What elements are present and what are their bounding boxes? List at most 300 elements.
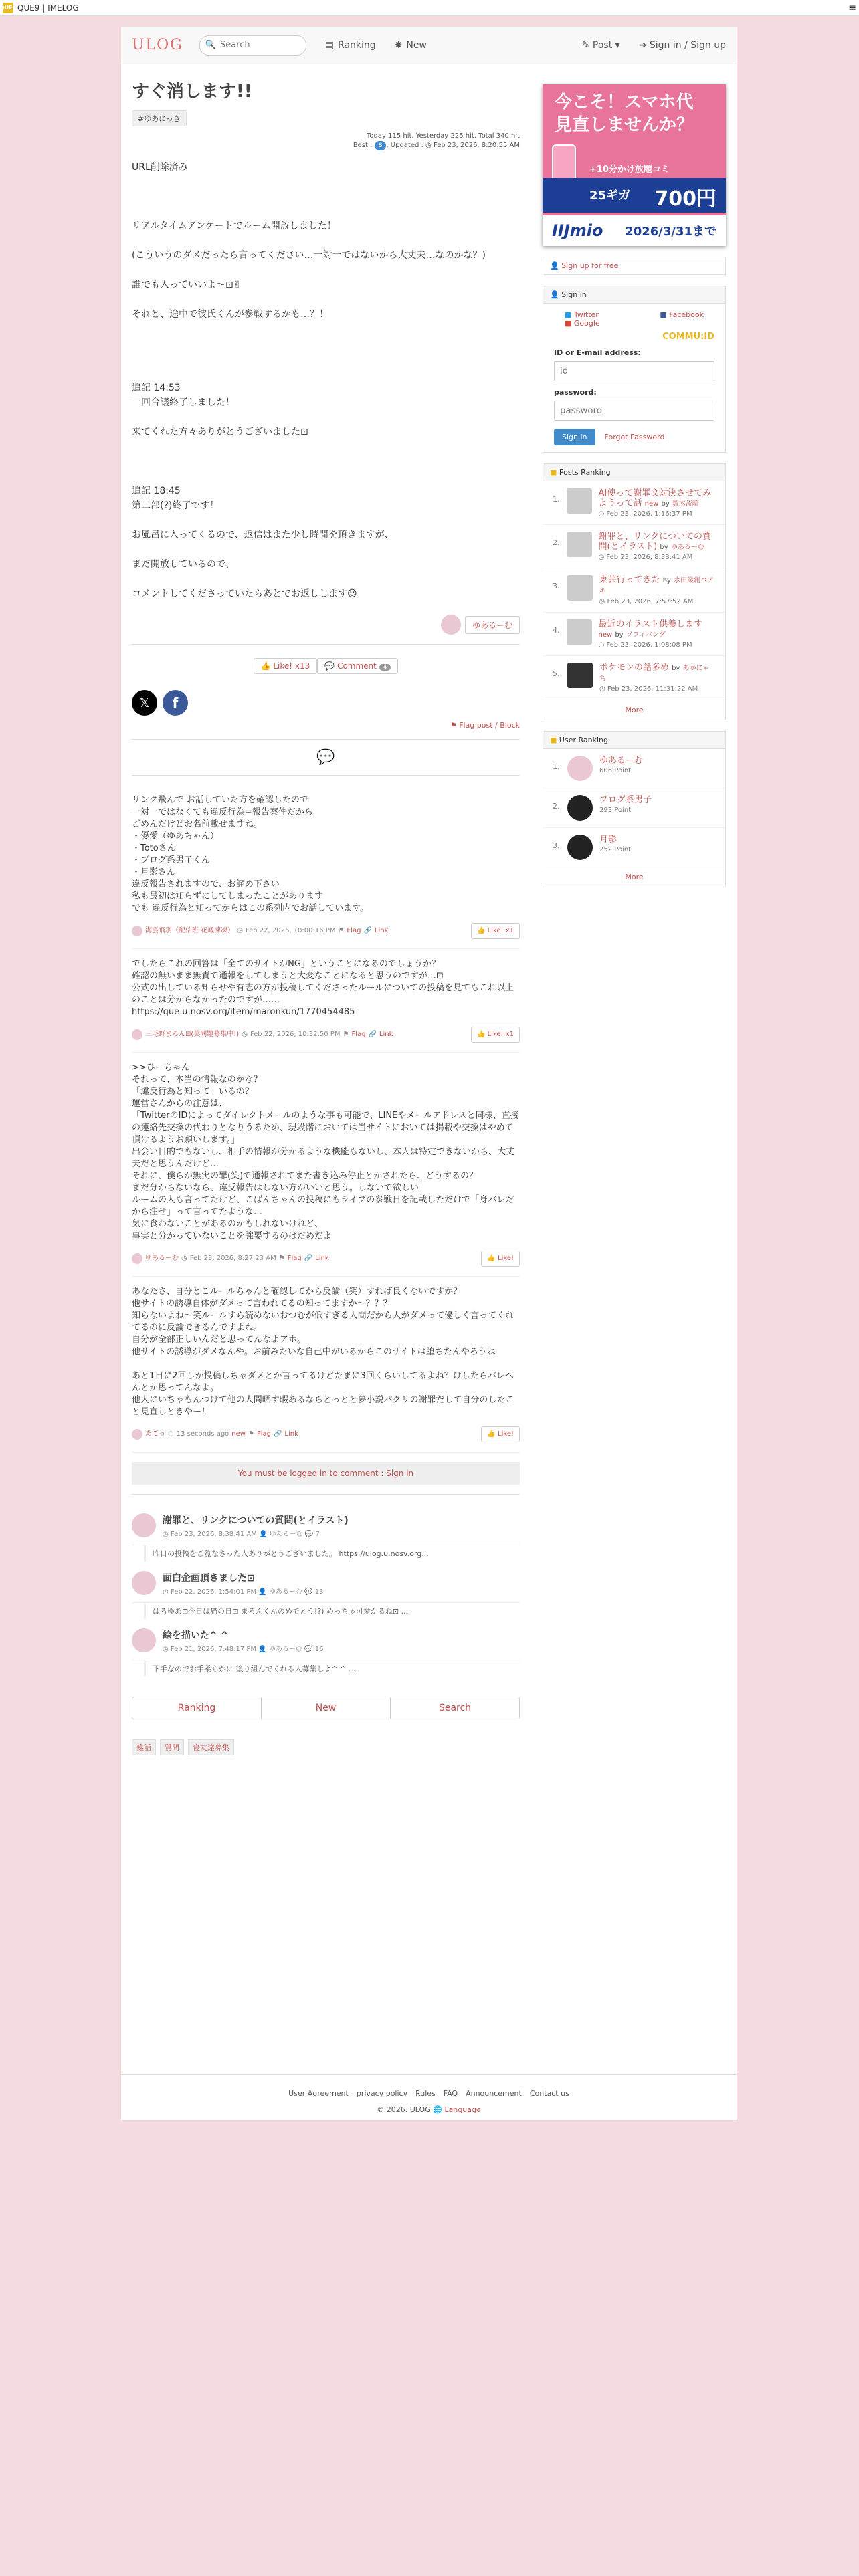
- user-icon: 👤: [256, 1646, 269, 1653]
- related-post-header: [132, 1504, 520, 1545]
- divider: [132, 1494, 520, 1495]
- footer-link[interactable]: Contact us: [529, 2089, 569, 2098]
- facebook-label[interactable]: Facebook: [669, 310, 704, 319]
- rank-date: [599, 554, 717, 561]
- ad-gb: 25ギガ: [589, 189, 631, 203]
- login-prompt[interactable]: You must be logged in to comment : Sign in: [132, 1462, 520, 1485]
- post-dropdown[interactable]: [582, 40, 620, 51]
- thumbs-up-icon: 👍: [476, 927, 488, 934]
- updated-label: , Updated :: [386, 142, 426, 149]
- user-info: [599, 795, 652, 821]
- related-post-title[interactable]: 面白企画頂きました⊡: [163, 1573, 255, 1584]
- post-line: それと、途中で彼氏くんが参戦するかも…？！: [132, 309, 328, 320]
- comment-flag-link[interactable]: Flag: [256, 1430, 271, 1438]
- twitter-label[interactable]: Twitter: [573, 310, 599, 319]
- thumbs-up-icon: 👍: [476, 1031, 488, 1038]
- related-post-header: [132, 1562, 520, 1603]
- language-link[interactable]: Language: [444, 2105, 481, 2114]
- user-ranking-item[interactable]: [543, 788, 725, 828]
- comment-like-label: Like!: [498, 1255, 514, 1262]
- clock-icon: ◷: [598, 554, 607, 561]
- rank-date: [599, 685, 716, 693]
- comment-line: 自分が全部正しいんだと思ってんなよアホ。: [132, 1335, 306, 1345]
- comment-label: Comment: [337, 661, 377, 671]
- rank-date: [599, 641, 717, 649]
- related-post[interactable]: [132, 1504, 520, 1562]
- comment-line: ・Totoさん: [132, 843, 176, 853]
- comment-count-badge: 4: [379, 664, 391, 671]
- user-name[interactable]: 月影: [599, 835, 617, 845]
- related-post-header: [132, 1619, 520, 1660]
- comment-line: ルームの人も言ってたけど、こばんちゃんの投稿にもライブの参戦日を記載しただけで「身バレだから注せ」って言ってたような…: [132, 1195, 514, 1217]
- user-ranking-item[interactable]: [543, 828, 725, 867]
- search-input[interactable]: [220, 40, 300, 50]
- related-post-info: [163, 1513, 349, 1538]
- rank-date-text: Feb 23, 2026, 8:38:41 AM: [606, 554, 693, 561]
- forgot-password-link[interactable]: Forgot Password: [604, 433, 665, 441]
- facebook-login[interactable]: [660, 310, 704, 328]
- rank-number: 5.: [553, 669, 560, 678]
- clock-icon: ◷: [598, 641, 607, 649]
- related-post-date: Feb 23, 2026, 8:38:41 AM: [170, 1531, 257, 1538]
- search-box[interactable]: [199, 35, 306, 56]
- rank-date: [599, 598, 716, 605]
- tag-chip[interactable]: 質問: [160, 1739, 184, 1755]
- new-icon: ✸: [394, 39, 403, 51]
- rank-title[interactable]: [599, 488, 717, 509]
- comment-line: 一対一ではなくても違反行為=報告案件だから: [132, 807, 313, 817]
- post-line: [132, 263, 520, 278]
- post-thumbnail: [567, 619, 592, 645]
- comment-link[interactable]: Link: [374, 927, 389, 934]
- users-more-link[interactable]: More: [625, 873, 644, 881]
- rank-title[interactable]: [599, 575, 716, 597]
- user-name[interactable]: ブログ系男子: [599, 795, 652, 805]
- separator: |: [42, 3, 45, 13]
- tag-chip[interactable]: 雑話: [132, 1739, 156, 1755]
- related-post-author: ゆあるーむ: [269, 1531, 303, 1538]
- hamburger-menu-icon[interactable]: ≡: [848, 2, 856, 13]
- thumbs-up-icon: 👍: [487, 1255, 498, 1262]
- post-title: すぐ消します!!: [132, 82, 252, 102]
- rank-title[interactable]: [599, 532, 717, 552]
- comment-line: >>ひーちゃん: [132, 1063, 190, 1073]
- post-line: 来てくれた方々ありがとうございました⊡: [132, 427, 308, 437]
- posts-ranking-title: Posts Ranking: [559, 468, 611, 477]
- google-icon: ■: [565, 319, 572, 328]
- posts-ranking-item[interactable]: [543, 568, 725, 613]
- tab-search[interactable]: Search: [438, 1703, 472, 1713]
- comment-line: 他サイトの誘導自体がダメって言われてるの知ってますか～？？？: [132, 1299, 392, 1309]
- comment-flag-link[interactable]: Flag: [347, 927, 361, 934]
- app-name[interactable]: QUE9: [17, 3, 40, 13]
- post-line: [132, 542, 520, 557]
- comment-meta: [132, 923, 520, 939]
- avatar[interactable]: [132, 1029, 142, 1040]
- user-points: 606 Point: [599, 767, 632, 774]
- footer-link[interactable]: privacy policy: [356, 2089, 408, 2098]
- link-icon: 🔗: [368, 1031, 377, 1038]
- comment-like-button[interactable]: [471, 1027, 520, 1043]
- link-icon: 🔗: [273, 1430, 282, 1438]
- comment-line: 運営さんからの注意は、: [132, 1099, 228, 1109]
- signin-title: Sign in: [561, 290, 587, 299]
- post-body: [132, 160, 520, 601]
- avatar: [132, 1628, 156, 1652]
- related-post-title[interactable]: 絵を描いた^ ^: [163, 1630, 229, 1641]
- comment-icon: 💬: [324, 661, 335, 671]
- google-label[interactable]: Google: [573, 319, 600, 328]
- ad-price: 700円: [654, 187, 717, 211]
- post-line: [132, 336, 520, 351]
- related-post-count: 13: [314, 1588, 324, 1596]
- posts-ranking-item[interactable]: [543, 613, 725, 656]
- clock-icon: ◷: [599, 685, 607, 693]
- user-points: 293 Point: [599, 807, 632, 814]
- comment-flag-link[interactable]: Flag: [351, 1031, 366, 1038]
- rank-info: [599, 619, 717, 649]
- ad-price-band: [543, 178, 726, 213]
- link-icon: 🔗: [363, 927, 372, 934]
- post-line: [132, 322, 520, 336]
- comment-line: ・ブログ系男子くん: [132, 855, 211, 865]
- trophy-icon: ■: [550, 736, 557, 744]
- comment-link[interactable]: Link: [284, 1430, 298, 1438]
- google-login[interactable]: [565, 319, 600, 328]
- navbar: [121, 27, 737, 64]
- comment-date: 13 seconds ago: [176, 1430, 229, 1438]
- post-line: [132, 292, 520, 307]
- facebook-share-icon[interactable]: f: [163, 690, 188, 716]
- rank-title-text: ポケモンの話多め: [599, 663, 669, 673]
- nav-new[interactable]: [395, 40, 427, 51]
- twitter-login[interactable]: [565, 310, 600, 319]
- copyright: © 2026. ULOG: [377, 2105, 431, 2114]
- commenter-name[interactable]: 三毛野まろん⊡(美問題募集中!): [145, 1031, 240, 1038]
- rank-title[interactable]: [599, 663, 716, 684]
- comment-meta-left: [132, 1253, 329, 1265]
- post-line: [132, 439, 520, 454]
- rank-title[interactable]: [599, 619, 717, 640]
- comment-line: あなたさ、自分とこルールちゃんと確認してから反論（笑）すれば良くないですか？: [132, 1287, 462, 1297]
- footer-link[interactable]: Announcement: [466, 2089, 522, 2098]
- rank-author[interactable]: 数木流暗: [672, 500, 699, 508]
- rank-author[interactable]: 水田業創ベアキ: [599, 577, 714, 595]
- flag-icon: ⚑: [343, 1031, 349, 1038]
- by-label: by: [615, 631, 624, 639]
- user-info: [599, 835, 631, 860]
- nav-ranking-label: Ranking: [338, 39, 376, 51]
- signin-panel: [543, 286, 726, 453]
- commenter-name[interactable]: 海雲飛羽（配信班 花鳳凍凍）: [145, 927, 235, 934]
- related-post-meta: [163, 1528, 349, 1538]
- comment-link[interactable]: Link: [315, 1255, 329, 1262]
- pencil-icon: ✎: [581, 39, 590, 51]
- post-line: 一回合議終了しました！: [132, 397, 235, 408]
- commenter-name[interactable]: あてっ: [145, 1430, 165, 1438]
- posts-ranking-item[interactable]: [543, 525, 725, 568]
- related-post-info: [163, 1571, 323, 1596]
- comments-list: [132, 785, 520, 1453]
- x-share-icon[interactable]: 𝕏: [132, 690, 157, 716]
- rank-info: [599, 532, 717, 561]
- post-tag[interactable]: #ゆあにっき: [132, 110, 187, 126]
- commenter-name[interactable]: ゆあるーむ: [145, 1255, 179, 1262]
- related-post[interactable]: [132, 1619, 520, 1677]
- related-posts: [132, 1504, 520, 1677]
- comment-line: 他人にいちゃもんつけて他の人間晒す暇あるならとっとと夢小説パクリの謝罪だして自分のしたこと見直しときやー！: [132, 1395, 514, 1417]
- rank-info: [599, 575, 716, 605]
- rank-title-text: 東芸行ってきた: [599, 575, 660, 585]
- comment-icon: 💬: [302, 1588, 315, 1596]
- user-plus-icon: 👤: [550, 261, 559, 270]
- comment-icon: 💬: [302, 1646, 315, 1653]
- comment-like-label: Like! x1: [487, 1031, 514, 1038]
- tab-new[interactable]: New: [262, 1697, 391, 1719]
- clock-icon: ◷: [237, 927, 243, 934]
- related-post[interactable]: [132, 1562, 520, 1619]
- comment-line: でも 違反行為と知ってからはこの系列内でお話しています。: [132, 903, 369, 914]
- ad-headline-2: 見直しませんか？: [555, 115, 694, 135]
- related-post-quote: 下手なのでお手柔らかに 塗り組んでくれる人募集しよ^ ^ ...: [144, 1660, 520, 1677]
- tag-chip[interactable]: 寝友達募集: [188, 1739, 234, 1755]
- post-line: [132, 189, 520, 204]
- comment-like-button[interactable]: [471, 923, 520, 939]
- comment-like-button[interactable]: [481, 1251, 520, 1267]
- globe-icon: 🌐: [433, 2105, 442, 2114]
- post-line: お風呂に入ってくるので、返信はまた少し時間を頂きますが、: [132, 530, 394, 540]
- rank-number: 1.: [553, 495, 560, 504]
- post-line: リアルタイムアンケートでルーム開放しました！: [132, 221, 337, 231]
- signin-button[interactable]: Sign in: [554, 429, 595, 445]
- related-post-meta: [163, 1643, 323, 1653]
- post-line: [132, 233, 520, 248]
- posts-ranking-item[interactable]: [543, 481, 725, 525]
- comment-item: [132, 785, 520, 949]
- comment-line: 私も最初は知らずにしてしまったことがあります: [132, 891, 324, 901]
- signin-link[interactable]: [639, 40, 726, 51]
- top-app-bar: [0, 0, 859, 16]
- clock-icon: ◷: [425, 142, 432, 149]
- rank-author[interactable]: ゆあるーむ: [670, 544, 704, 551]
- rank-info: [599, 663, 716, 693]
- flag-post-link[interactable]: [132, 721, 520, 730]
- post-author[interactable]: [132, 615, 520, 635]
- clock-icon: ◷: [599, 598, 607, 605]
- trophy-icon: ■: [550, 468, 557, 477]
- post-line: [132, 366, 520, 381]
- post-line: 誰でも入っていいよ〜⊡✌: [132, 280, 242, 290]
- rank-date-text: Feb 23, 2026, 7:57:52 AM: [607, 598, 694, 605]
- footer-links: [121, 2086, 737, 2102]
- id-label: ID or E-mail address:: [554, 348, 641, 357]
- clock-icon: ◷: [163, 1531, 171, 1538]
- post-line: [132, 469, 520, 484]
- new-badge: new: [598, 631, 613, 639]
- comment-meta: [132, 1027, 520, 1043]
- user-ranking-list: [543, 749, 725, 867]
- comments-icon: 💬: [316, 749, 335, 766]
- avatar: [567, 756, 593, 781]
- clock-icon: ◷: [598, 510, 607, 518]
- user-icon: 👤: [256, 1588, 269, 1596]
- new-badge: new: [231, 1430, 246, 1438]
- avatar: [132, 1513, 156, 1537]
- footer-link[interactable]: FAQ: [443, 2089, 458, 2098]
- comment-icon: 💬: [302, 1531, 316, 1538]
- rank-number: 3.: [553, 582, 560, 591]
- comment-line: 事実と分かっていないことを強要するのはだめだよ: [132, 1231, 332, 1241]
- best-rank-badge: 8: [375, 141, 387, 150]
- avatar[interactable]: [132, 1429, 142, 1440]
- password-label: password:: [554, 388, 597, 397]
- rank-number: 1.: [553, 762, 560, 771]
- user-icon: 👤: [256, 1531, 270, 1538]
- by-label: by: [660, 544, 668, 551]
- comment-line: 違反報告されますので、お詫め下さい: [132, 879, 280, 889]
- like-label: Like! x13: [273, 661, 310, 671]
- comment-like-button[interactable]: [481, 1426, 520, 1442]
- best-label: Best :: [353, 142, 373, 149]
- author-name-button[interactable]: ゆあるーむ: [465, 616, 520, 634]
- signin-label: Sign in / Sign up: [649, 39, 726, 51]
- signup-link[interactable]: [543, 257, 726, 275]
- rank-author[interactable]: あかにゃち: [599, 665, 710, 683]
- rank-number: 2.: [553, 538, 560, 547]
- ad-deadline: 2026/3/31まで: [625, 225, 717, 239]
- facebook-icon: ■: [660, 310, 667, 319]
- footer-link[interactable]: Rules: [415, 2089, 436, 2098]
- nav-new-label: New: [406, 39, 427, 51]
- by-label: by: [662, 577, 671, 584]
- clock-icon: ◷: [168, 1430, 174, 1438]
- sidebar: [543, 84, 726, 887]
- clock-icon: ◷: [242, 1031, 248, 1038]
- thumbs-up-icon: 👍: [260, 661, 271, 671]
- flag-label: Flag post / Block: [459, 721, 520, 730]
- post-line: [132, 572, 520, 586]
- comment-line: 「TwitterのIDによってダイレクトメールのような事も可能で、LINEやメールアドレスと同様、直接の連絡先交換の代わりとなりうるため、現段階においては当サイトにおいては掲載や交換はやめて頂けるようお願いします。」: [132, 1111, 519, 1145]
- related-post-quote: 昨日の投稿をご覧なさった人ありがとうございました。 https://ulog.u.nosv.org...: [144, 1545, 520, 1562]
- ad-brand: IIJmio: [552, 221, 603, 240]
- rank-date: [599, 510, 717, 518]
- avatar: [567, 795, 593, 821]
- flag-icon: ⚑: [248, 1430, 254, 1438]
- rank-title-text: 謝罪と、リンクについての質問(とイラスト): [598, 532, 711, 552]
- ad-promo: +10分かけ放題コミ: [589, 165, 670, 175]
- password-input[interactable]: [554, 401, 714, 421]
- footer: [121, 2074, 737, 2120]
- comment-meta-left: [132, 925, 388, 937]
- service-name[interactable]: IMELOG: [47, 3, 79, 13]
- rank-number: 3.: [553, 841, 560, 850]
- divider: [132, 739, 520, 740]
- link-icon: 🔗: [304, 1255, 313, 1262]
- related-post-quote: はろゆあ⊡今日は猫の日⊡ まろんくんのめでとう!?) めっちゃ可愛かるね⊡ ...: [144, 1603, 520, 1619]
- hit-stats: Today 115 hit, Yesterday 225 hit, Total 340 hit: [367, 132, 520, 140]
- share-buttons: [132, 690, 520, 716]
- related-post-info: [163, 1628, 323, 1653]
- comment-meta-left: [132, 1428, 298, 1440]
- comment-item: [132, 1277, 520, 1453]
- related-post-title[interactable]: 謝罪と、リンクについての質問(とイラスト): [163, 1515, 349, 1526]
- comment-line: 「違反行為と知って」いるの？: [132, 1087, 254, 1097]
- flag-icon: ⚑: [338, 927, 345, 934]
- comment-item: [132, 1053, 520, 1277]
- comment-line: ごめんだけどお名前載せますね。: [132, 819, 263, 829]
- que9-logo[interactable]: QUE9: [3, 3, 13, 13]
- rank-title-text: 最近のイラスト供養します: [598, 619, 703, 629]
- id-input[interactable]: [554, 361, 714, 381]
- related-post-count: 16: [314, 1646, 324, 1653]
- tab-ranking[interactable]: Ranking: [132, 1697, 262, 1719]
- comment-line: 出会い目的でもないし、相手の情報が分かるような機能もないし、本人は特定できないから、大丈夫だと思うんだけど…: [132, 1147, 515, 1169]
- commuid-logo[interactable]: COMMU:ID: [662, 332, 714, 342]
- comment-date: Feb 23, 2026, 8:27:23 AM: [189, 1255, 276, 1262]
- comment-meta: [132, 1426, 520, 1442]
- related-post-date: Feb 22, 2026, 1:54:01 PM: [170, 1588, 257, 1596]
- user-name[interactable]: ゆあるーむ: [599, 756, 644, 766]
- ranking-icon: ▤: [324, 39, 334, 51]
- page-container: [121, 27, 737, 2120]
- avatar: [567, 835, 593, 860]
- comment-line: ・優愛（ゆあちゃん）: [132, 831, 219, 841]
- divider: [132, 644, 520, 645]
- comment-line: 他サイトの誘導がダメなんや。お前みたいな自己中がいるからこのサイトは堕ちたんやろうね: [132, 1347, 496, 1357]
- new-badge: new: [644, 500, 659, 508]
- nav-ranking[interactable]: [325, 40, 376, 51]
- clock-icon: ◷: [163, 1588, 171, 1596]
- bottom-tags: [132, 1739, 520, 1755]
- post-line: まだ開放しているので、: [132, 559, 235, 570]
- rank-author[interactable]: ソフィバング: [626, 631, 666, 639]
- avatar[interactable]: [132, 1253, 142, 1264]
- updated-date: Feb 23, 2026, 8:20:55 AM: [434, 142, 520, 149]
- post-thumbnail: [567, 663, 593, 688]
- post-line: [132, 175, 520, 189]
- signup-label: Sign up for free: [561, 261, 619, 270]
- like-button[interactable]: [254, 658, 318, 674]
- post-line: 追記 18:45: [132, 486, 181, 496]
- post-line: 第二部(?)終了です！: [132, 500, 219, 511]
- post-stats: [132, 132, 520, 150]
- comment-line: [132, 1358, 520, 1370]
- avatar[interactable]: [132, 926, 142, 936]
- comment-link[interactable]: Link: [379, 1031, 393, 1038]
- user-ranking-item[interactable]: [543, 749, 725, 788]
- comment-flag-link[interactable]: Flag: [287, 1255, 302, 1262]
- user-ranking-panel: [543, 731, 726, 887]
- posts-ranking-list: [543, 481, 725, 700]
- post-line: [132, 204, 520, 219]
- user-points: 252 Point: [599, 846, 632, 853]
- posts-ranking-panel: [543, 463, 726, 720]
- comment-line: 知らないよね～笑ルールすら読めないおつむが低すぎる人間だから人がダメって優しく言ってくれてるのに反論できるんですよね。: [132, 1311, 514, 1333]
- footer-link[interactable]: User Agreement: [288, 2089, 349, 2098]
- brand-logo[interactable]: ULOG: [132, 37, 183, 53]
- posts-more-link[interactable]: More: [625, 706, 644, 714]
- comment-button[interactable]: [317, 658, 398, 674]
- comment-line: ・月影さん: [132, 867, 176, 877]
- comment-like-label: Like!: [498, 1430, 514, 1438]
- advertisement-banner[interactable]: [543, 84, 726, 246]
- comment-line: あと1日に2回しか投稿しちゃダメとか言ってるけどたまに3回くらいしてるよね？けしたらバレへんとか思ってんなよ。: [132, 1371, 514, 1393]
- post-line: [132, 454, 520, 469]
- comment-like-label: Like! x1: [487, 927, 514, 934]
- posts-ranking-item[interactable]: [543, 656, 725, 700]
- comment-line: https://que.u.nosv.org/item/maronkun/1770454485: [132, 1007, 355, 1017]
- rank-title-text: AI使って謝罪文対決させてみようって話: [598, 488, 712, 508]
